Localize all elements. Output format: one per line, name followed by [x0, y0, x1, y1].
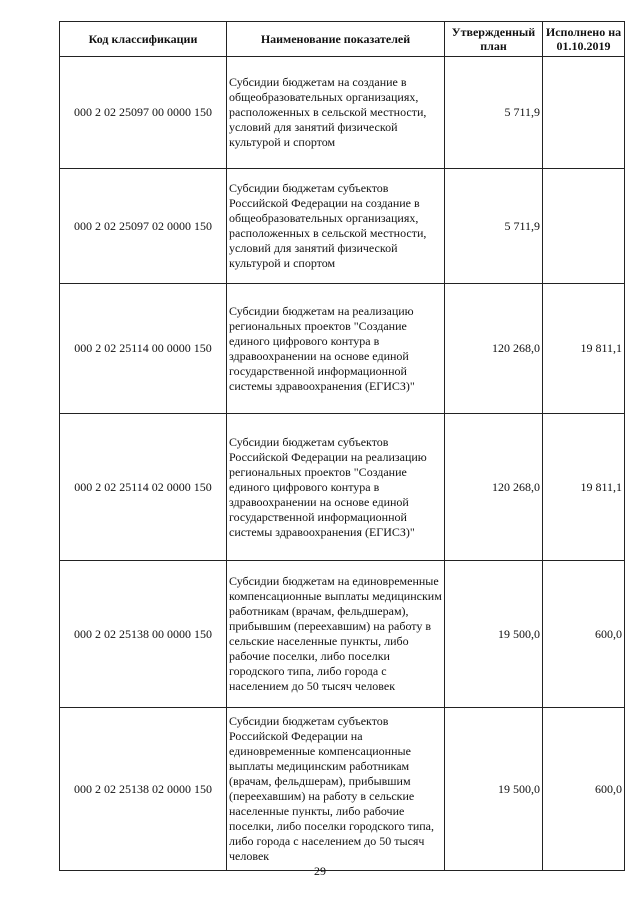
cell-name: Субсидии бюджетам субъектов Российской Федерации на единовременные компенсационные выплаты медицинским работникам (врачам, фельдшерам), прибывшим (переехавшим) на работу в сельские населенные пункты, либо рабочие поселки, либо поселки городского типа, либо города с населением до 50 тысяч человек [227, 708, 445, 871]
table-header-row [60, 22, 625, 57]
cell-name: Субсидии бюджетам субъектов Российской Федерации на создание в общеобразовательных организациях, расположенных в сельской местности, условий для занятий физической культурой и спортом [227, 169, 445, 284]
cell-plan: 120 268,0 [445, 284, 543, 414]
header-actual: Исполнено на 01.10.2019 [543, 22, 625, 57]
table-row [60, 414, 625, 561]
cell-code: 000 2 02 25114 02 0000 150 [60, 414, 227, 561]
header-code: Код классификации [60, 22, 227, 57]
cell-actual: 19 811,1 [543, 414, 625, 561]
cell-actual [543, 169, 625, 284]
cell-plan: 5 711,9 [445, 169, 543, 284]
page-number: 29 [314, 864, 326, 878]
cell-name: Субсидии бюджетам на единовременные компенсационные выплаты медицинским работникам (врачам, фельдшерам), прибывшим (переехавшим) на работу в сельские населенные пункты, либо рабочие поселки, либо поселки городского типа, либо города с населением до 50 тысяч человек [227, 561, 445, 708]
cell-plan: 120 268,0 [445, 414, 543, 561]
table-row [60, 57, 625, 169]
cell-code: 000 2 02 25138 02 0000 150 [60, 708, 227, 871]
cell-code: 000 2 02 25114 00 0000 150 [60, 284, 227, 414]
table-row [60, 708, 625, 871]
table-row [60, 284, 625, 414]
cell-plan: 5 711,9 [445, 57, 543, 169]
cell-actual: 600,0 [543, 561, 625, 708]
header-name: Наименование показателей [227, 22, 445, 57]
cell-actual: 19 811,1 [543, 284, 625, 414]
cell-plan: 19 500,0 [445, 561, 543, 708]
cell-actual [543, 57, 625, 169]
cell-code: 000 2 02 25097 00 0000 150 [60, 57, 227, 169]
cell-name: Субсидии бюджетам субъектов Российской Федерации на реализацию региональных проектов "Создание единого цифрового контура в здравоохранении на основе единой государственной информационной системы здравоохранения (ЕГИСЗ)" [227, 414, 445, 561]
table-row [60, 169, 625, 284]
budget-table [59, 21, 625, 871]
table-row [60, 561, 625, 708]
cell-plan: 19 500,0 [445, 708, 543, 871]
cell-code: 000 2 02 25097 02 0000 150 [60, 169, 227, 284]
cell-name: Субсидии бюджетам на создание в общеобразовательных организациях, расположенных в сельской местности, условий для занятий физической культурой и спортом [227, 57, 445, 169]
cell-actual: 600,0 [543, 708, 625, 871]
header-plan: Утвержденный план [445, 22, 543, 57]
cell-name: Субсидии бюджетам на реализацию региональных проектов "Создание единого цифрового контура в здравоохранении на основе единой государственной информационной системы здравоохранения (ЕГИСЗ)" [227, 284, 445, 414]
cell-code: 000 2 02 25138 00 0000 150 [60, 561, 227, 708]
